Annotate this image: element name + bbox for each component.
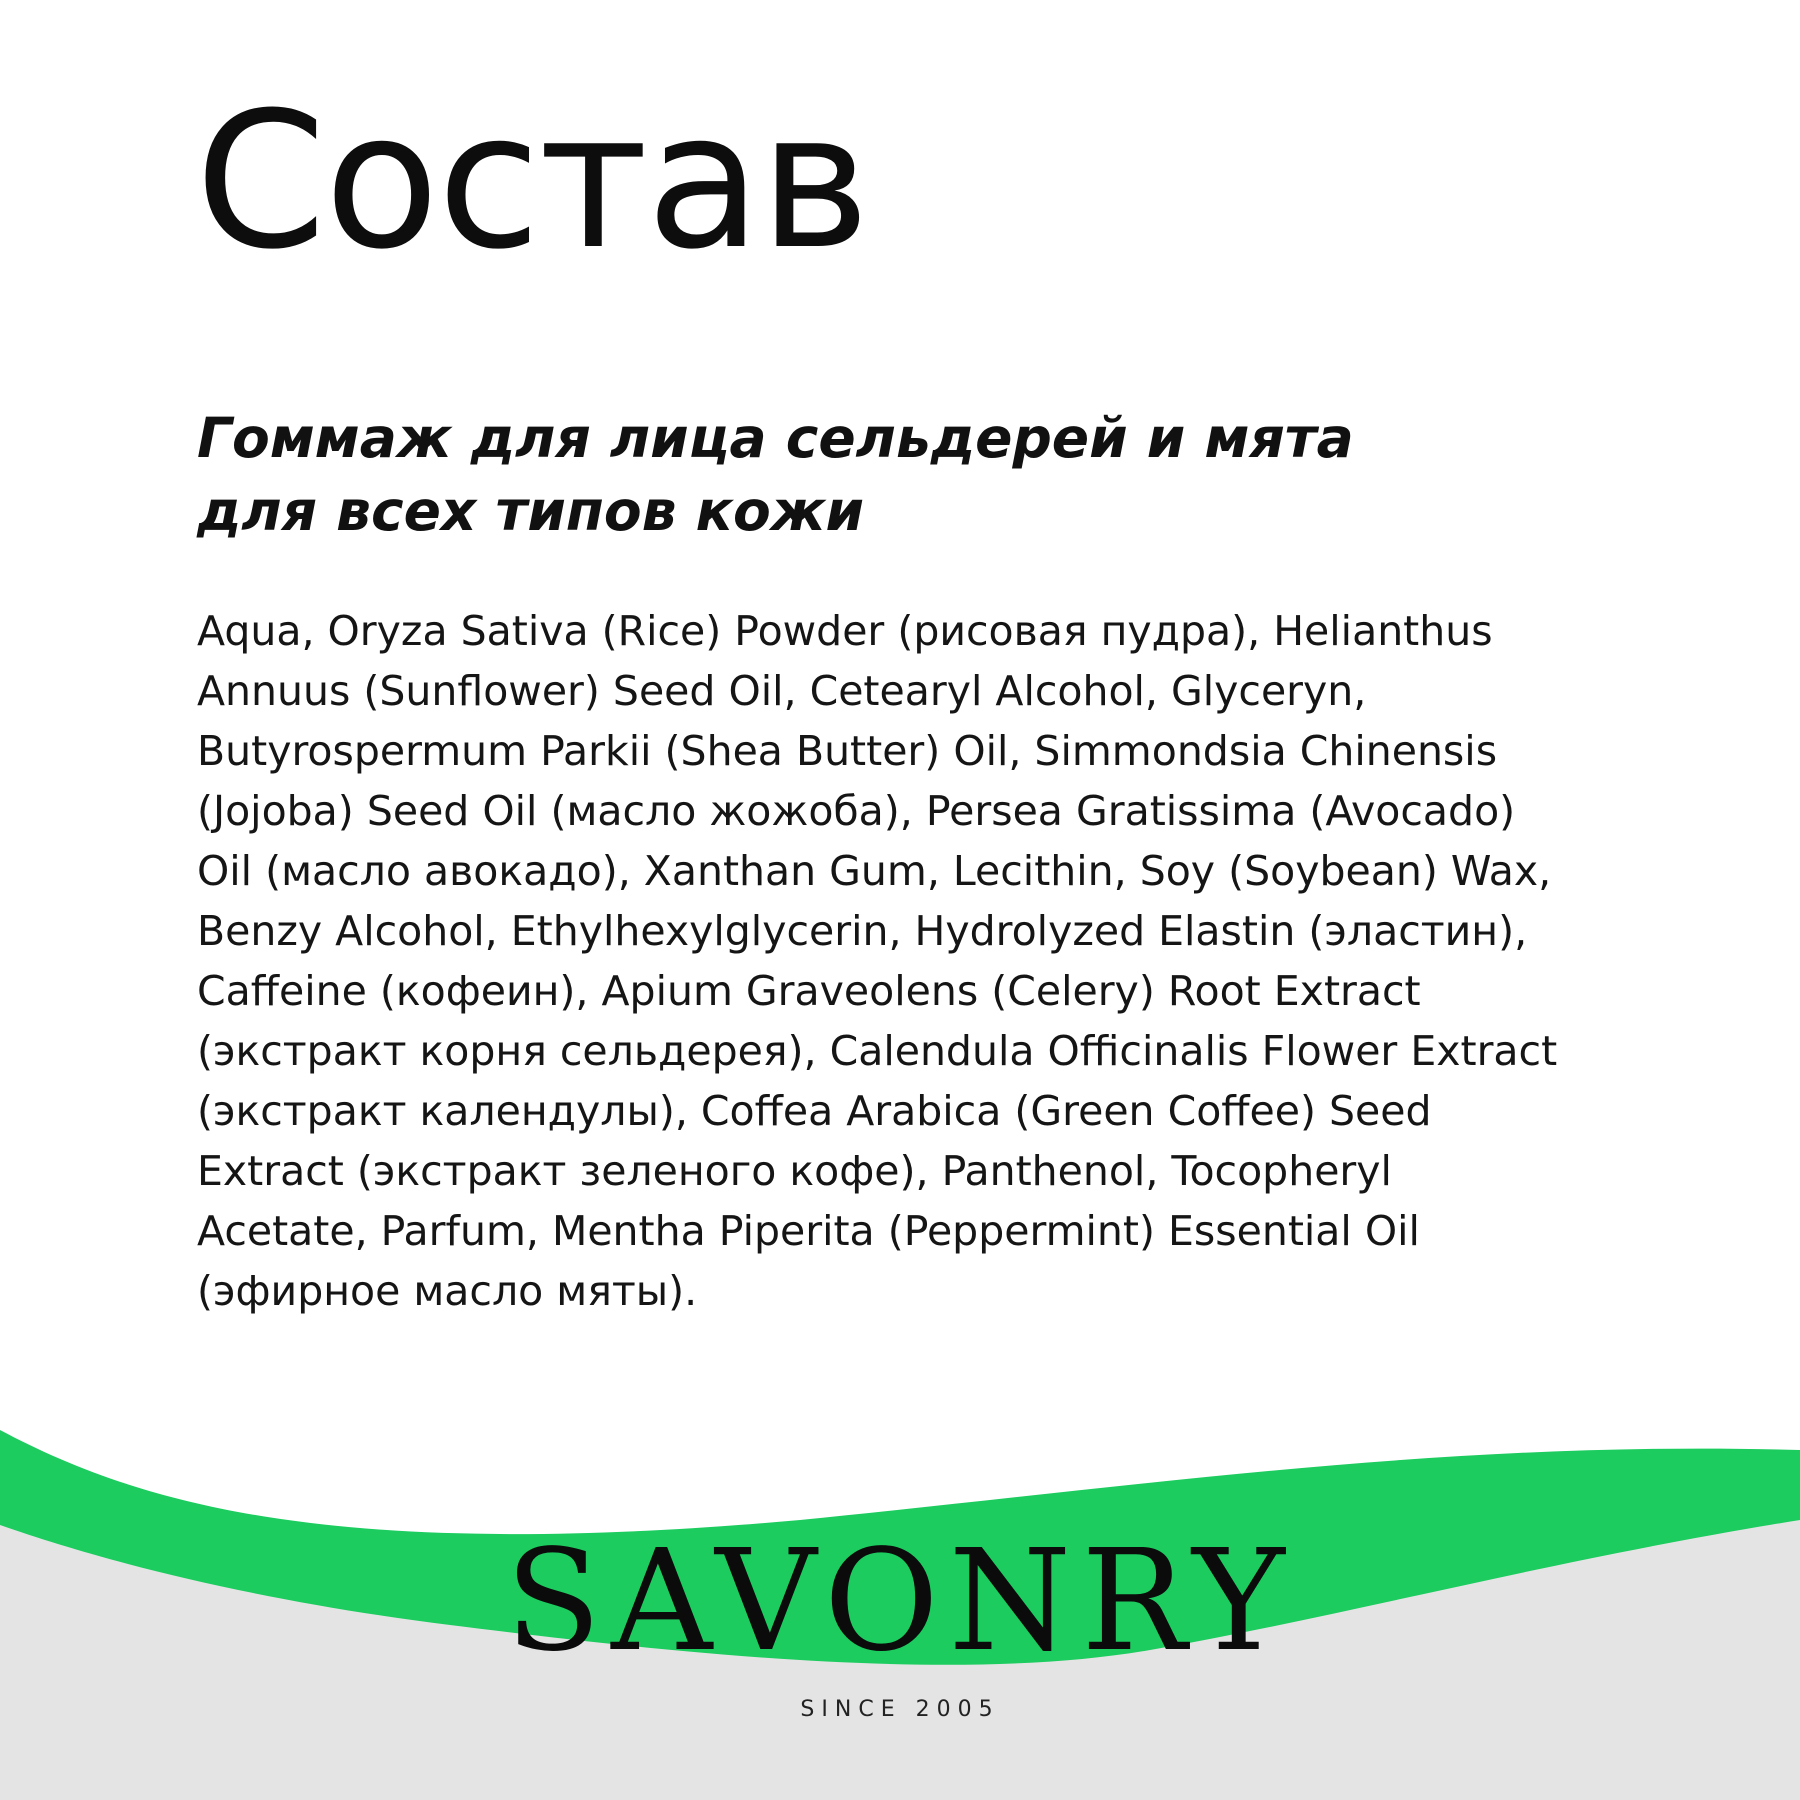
ingredients-line: Extract (экстракт зеленого кофе), Panthenol, Tocopheryl — [197, 1147, 1392, 1195]
page-title: Состав — [195, 72, 869, 291]
ingredients-line: (экстракт корня сельдерея), Calendula Officinalis Flower Extract — [197, 1027, 1558, 1075]
ingredients-line: Benzy Alcohol, Ethylhexylglycerin, Hydrolyzed Elastin (эластин), — [197, 907, 1528, 955]
ingredients-line: Caffeine (кофеин), Apium Graveolens (Celery) Root Extract — [197, 967, 1421, 1015]
ingredients-line: Butyrospermum Parkii (Shea Butter) Oil, Simmondsia Chinensis — [197, 727, 1498, 775]
ingredients-list — [197, 601, 1677, 1321]
ingredients-line: (Jojoba) Seed Oil (масло жожоба), Persea Gratissima (Avocado) — [197, 787, 1516, 835]
product-name — [197, 402, 1647, 548]
ingredients-line: (эфирное масло мяты). — [197, 1267, 698, 1315]
product-name-line-1: Гоммаж для лица сельдерей и мята — [197, 406, 1354, 470]
ingredients-line: Aqua, Oryza Sativa (Rice) Powder (рисовая пудра), Helianthus — [197, 607, 1493, 655]
ingredients-line: Annuus (Sunflower) Seed Oil, Cetearyl Alcohol, Glyceryn, — [197, 667, 1367, 715]
brand-logo: SAVONRY — [505, 1520, 1295, 1683]
ingredients-line: Acetate, Parfum, Mentha Piperita (Peppermint) Essential Oil — [197, 1207, 1420, 1255]
product-name-line-2: для всех типов кожи — [197, 479, 865, 543]
ingredients-line: Oil (масло авокадо), Xanthan Gum, Lecithin, Soy (Soybean) Wax, — [197, 847, 1552, 895]
ingredients-line: (экстракт календулы), Coffea Arabica (Green Coffee) Seed — [197, 1087, 1432, 1135]
brand-tagline: SINCE 2005 — [800, 1697, 1000, 1722]
